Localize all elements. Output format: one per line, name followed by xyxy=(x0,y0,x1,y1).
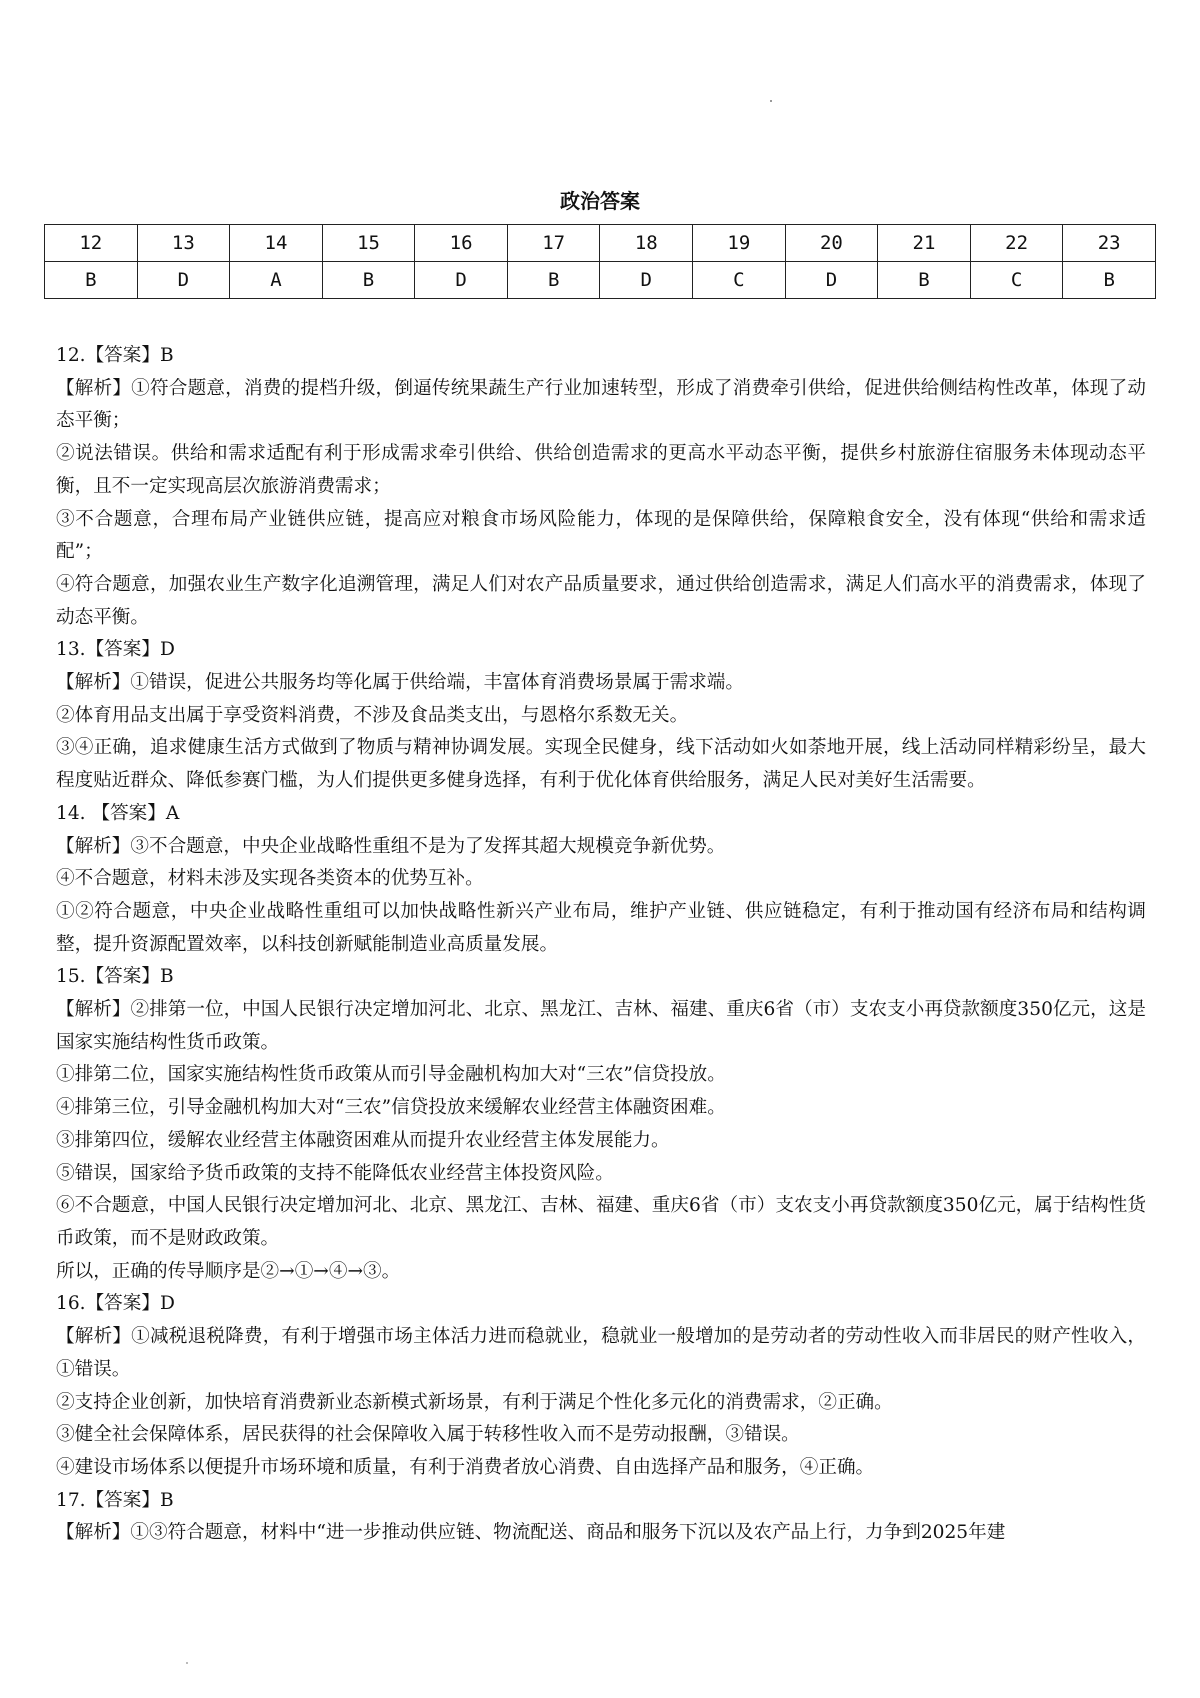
question-number-cell: 19 xyxy=(693,225,786,262)
answer-heading-12: 12.【答案】B xyxy=(56,345,174,366)
explanation-paragraph: ④不合题意，材料未涉及实现各类资本的优势互补。 xyxy=(56,868,484,890)
answer-heading-14: 14. 【答案】A xyxy=(56,802,180,824)
answer-table xyxy=(44,224,1156,299)
question-number-cell: 22 xyxy=(970,225,1063,262)
explanation-body xyxy=(56,340,1146,1550)
answer-cell: B xyxy=(45,262,138,299)
explanation-paragraph: 所以，正确的传导顺序是②→①→④→③。 xyxy=(56,1260,401,1282)
answer-heading-17: 17.【答案】B xyxy=(56,1489,174,1511)
explanation-paragraph: ①②符合题意，中央企业战略性重组可以加快战略性新兴产业布局，维护产业链、供应链稳定，有利于推动国有经济布局和结构调整，提升资源配置效率，以科技创新赋能制造业高质量发展。 xyxy=(56,900,1146,955)
answer-cell: D xyxy=(600,262,693,299)
explanation-paragraph: ③健全社会保障体系，居民获得的社会保障收入属于转移性收入而不是劳动报酬，③错误。 xyxy=(56,1424,800,1446)
question-number-row xyxy=(45,225,1156,262)
scan-speck xyxy=(770,100,772,102)
scan-speck xyxy=(186,1662,188,1664)
explanation-paragraph: ④建设市场体系以便提升市场环境和质量，有利于消费者放心消费、自由选择产品和服务，④正确。 xyxy=(56,1456,875,1478)
explanation-paragraph: ②说法错误。供给和需求适配有利于形成需求牵引供给、供给创造需求的更高水平动态平衡，提供乡村旅游住宿服务未体现动态平衡，且不一定实现高层次旅游消费需求； xyxy=(56,443,1146,497)
explanation-paragraph: 【解析】①错误，促进公共服务均等化属于供给端，丰富体育消费场景属于需求端。 xyxy=(56,672,744,694)
answer-cell: B xyxy=(507,262,600,299)
question-number-cell: 13 xyxy=(137,225,230,262)
answer-cell: C xyxy=(970,262,1063,299)
answer-row xyxy=(45,262,1156,299)
answer-heading-13: 13.【答案】D xyxy=(56,639,175,661)
answer-cell: C xyxy=(693,262,786,299)
question-number-cell: 18 xyxy=(600,225,693,262)
explanation-paragraph: 【解析】③不合题意，中央企业战略性重组不是为了发挥其超大规模竞争新优势。 xyxy=(56,835,726,857)
explanation-paragraph: ③④正确，追求健康生活方式做到了物质与精神协调发展。实现全民健身，线下活动如火如荼地开展，线上活动同样精彩纷呈，最大程度贴近群众、降低参赛门槛，为人们提供更多健身选择，有利于优化体育供给服务，满足人民对美好生活需要。 xyxy=(56,737,1146,792)
explanation-paragraph: ⑤错误，国家给予货币政策的支持不能降低农业经营主体投资风险。 xyxy=(56,1162,614,1184)
explanation-paragraph: 【解析】②排第一位，中国人民银行决定增加河北、北京、黑龙江、吉林、福建、重庆6省（市）支农支小再贷款额度350亿元，这是国家实施结构性货币政策。 xyxy=(56,999,1146,1053)
explanation-paragraph: 【解析】①符合题意，消费的提档升级，倒逼传统果蔬生产行业加速转型，形成了消费牵引供给，促进供给侧结构性改革，体现了动态平衡； xyxy=(56,377,1146,432)
explanation-paragraph: ④排第三位，引导金融机构加大对“三农”信贷投放来缓解农业经营主体融资困难。 xyxy=(56,1097,726,1119)
answer-cell: B xyxy=(1063,262,1156,299)
question-number-cell: 14 xyxy=(230,225,323,262)
answer-cell: A xyxy=(230,262,323,299)
answer-cell: B xyxy=(878,262,971,299)
question-number-cell: 23 xyxy=(1063,225,1156,262)
question-number-cell: 17 xyxy=(507,225,600,262)
explanation-paragraph: ②支持企业创新，加快培育消费新业态新模式新场景，有利于满足个性化多元化的消费需求，②正确。 xyxy=(56,1391,893,1413)
explanation-paragraph: ②体育用品支出属于享受资料消费，不涉及食品类支出，与恩格尔系数无关。 xyxy=(56,704,689,726)
question-number-cell: 21 xyxy=(878,225,971,262)
answer-heading-15: 15.【答案】B xyxy=(56,966,174,988)
explanation-paragraph: 【解析】①减税退税降费，有利于增强市场主体活力进而稳就业，稳就业一般增加的是劳动者的劳动性收入而非居民的财产性收入，①错误。 xyxy=(56,1326,1146,1380)
answer-cell: D xyxy=(785,262,878,299)
explanation-paragraph: ③排第四位，缓解农业经营主体融资困难从而提升农业经营主体发展能力。 xyxy=(56,1129,670,1151)
explanation-paragraph: 【解析】①③符合题意，材料中“进一步推动供应链、物流配送、商品和服务下沉以及农产品上行，力争到2025年建 xyxy=(56,1522,1006,1544)
question-number-cell: 12 xyxy=(45,225,138,262)
explanation-paragraph: ④符合题意，加强农业生产数字化追溯管理，满足人们对农产品质量要求，通过供给创造需求，满足人们高水平的消费需求，体现了动态平衡。 xyxy=(56,573,1146,628)
answer-cell: D xyxy=(415,262,508,299)
question-number-cell: 20 xyxy=(785,225,878,262)
question-number-cell: 15 xyxy=(322,225,415,262)
answer-cell: B xyxy=(322,262,415,299)
answer-heading-16: 16.【答案】D xyxy=(56,1293,175,1315)
explanation-paragraph: ①排第二位，国家实施结构性货币政策从而引导金融机构加大对“三农”信贷投放。 xyxy=(56,1064,726,1086)
explanation-paragraph: ⑥不合题意，中国人民银行决定增加河北、北京、黑龙江、吉林、福建、重庆6省（市）支农支小再贷款额度350亿元，属于结构性货币政策，而不是财政政策。 xyxy=(56,1195,1146,1249)
explanation-paragraph: ③不合题意，合理布局产业链供应链，提高应对粮食市场风险能力，体现的是保障供给，保障粮食安全，没有体现“供给和需求适配”； xyxy=(56,508,1146,563)
answer-cell: D xyxy=(137,262,230,299)
page-title: 政治答案 xyxy=(560,189,640,213)
question-number-cell: 16 xyxy=(415,225,508,262)
